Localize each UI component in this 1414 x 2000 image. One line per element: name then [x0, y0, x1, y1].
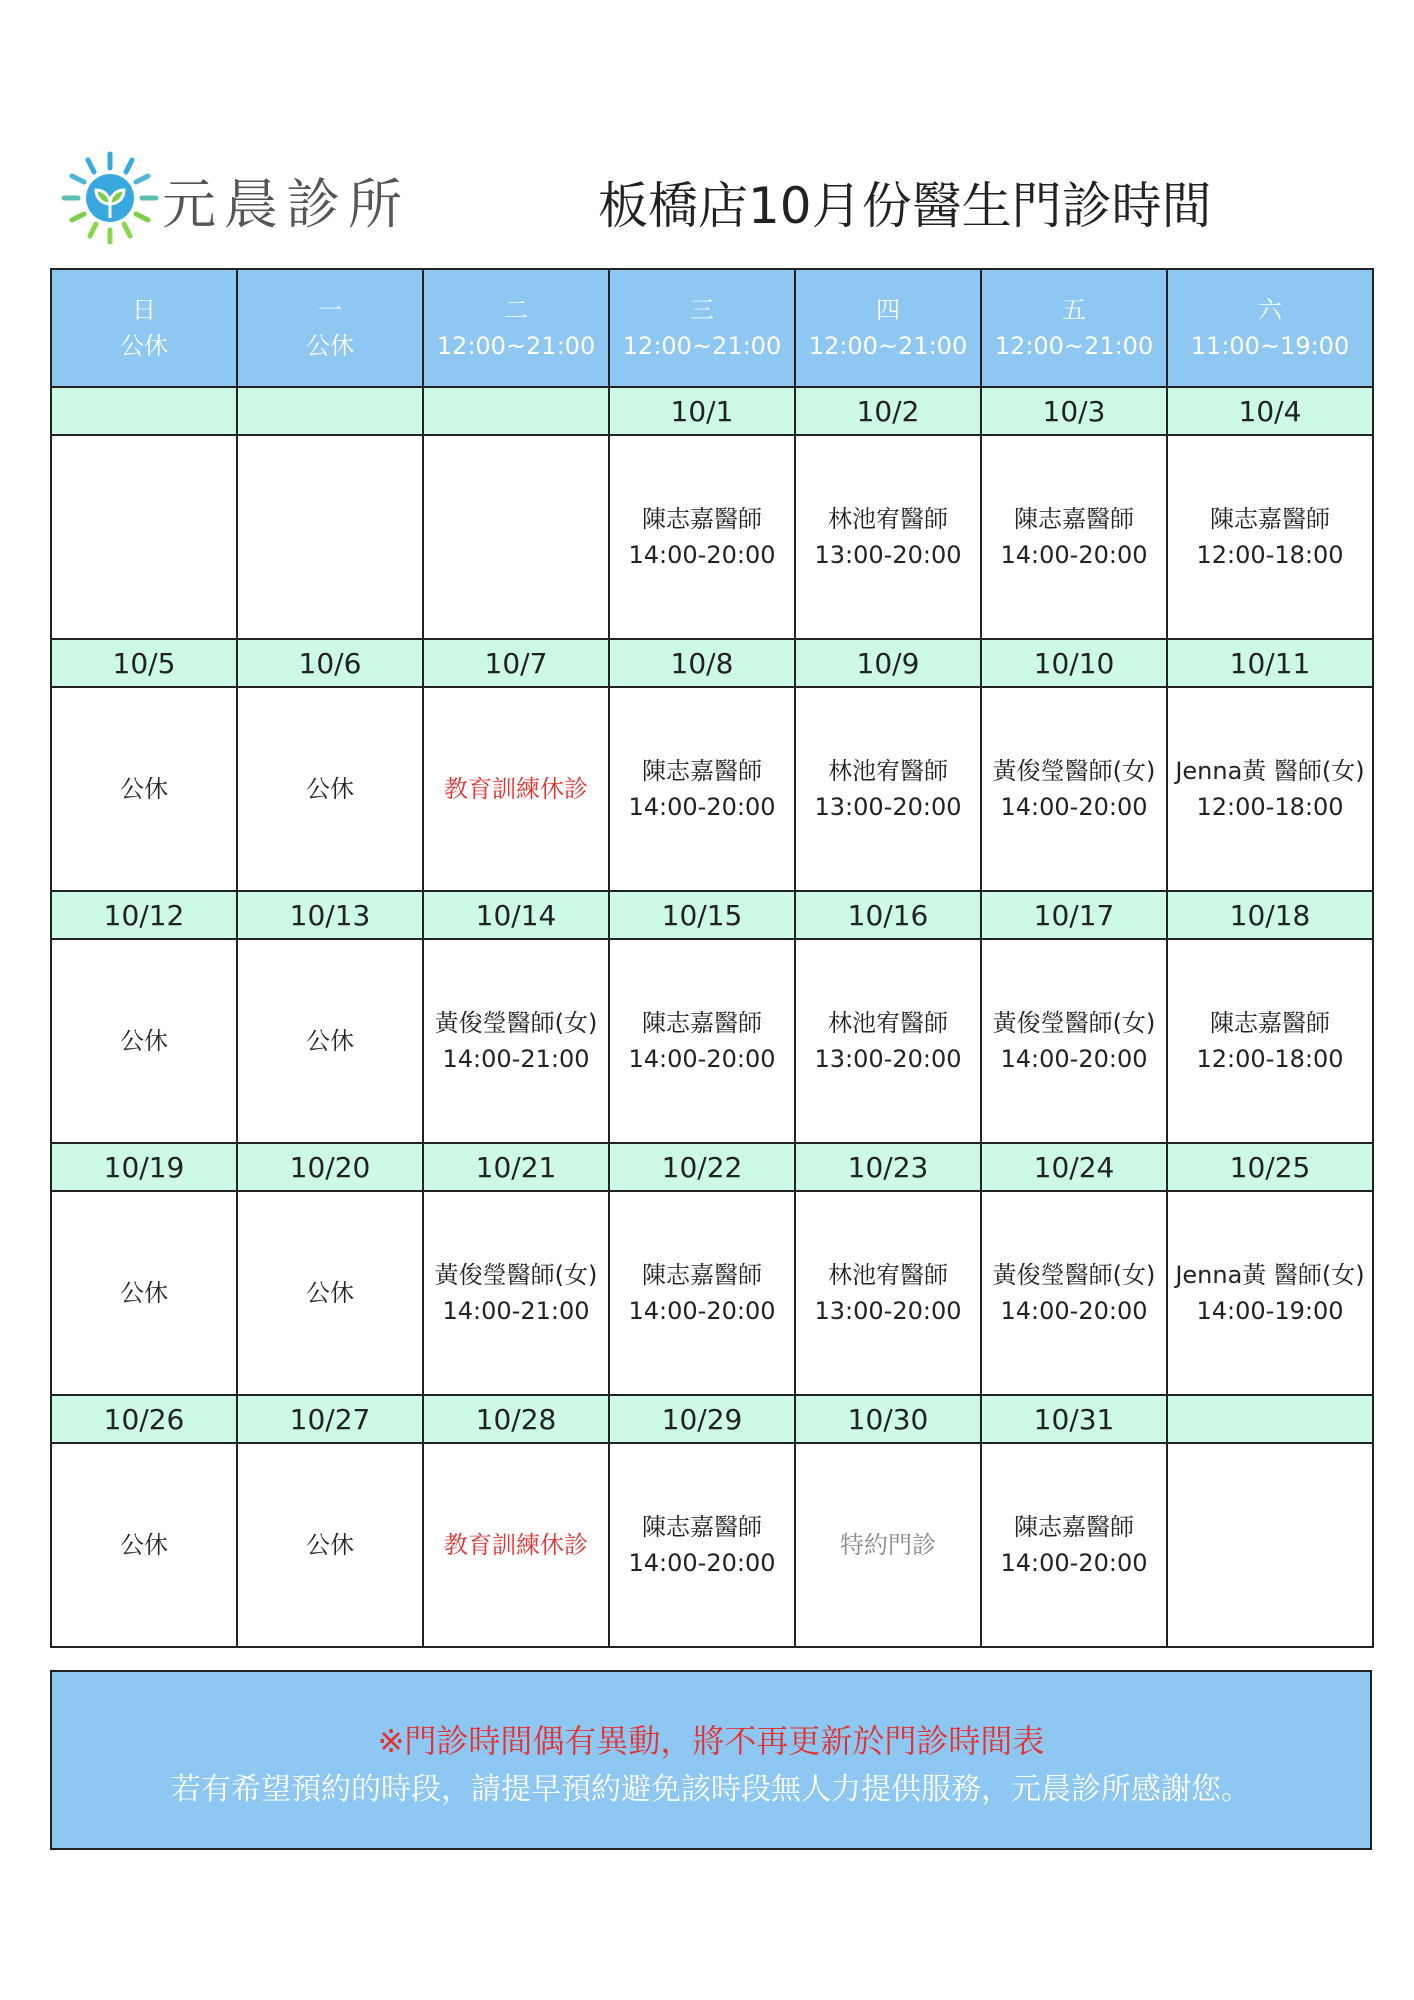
- weekday-header: 六 11:00~19:00: [1167, 269, 1373, 387]
- doctor-name: 公休: [306, 1027, 354, 1055]
- doctor-name: 黃俊瑩醫師(女): [434, 1009, 598, 1037]
- date-cell: 10/4: [1167, 387, 1373, 435]
- schedule-cell: [981, 1443, 1167, 1647]
- schedule-row: [51, 687, 1373, 891]
- schedule-cell: [51, 435, 237, 639]
- schedule-cell: [1167, 687, 1373, 891]
- schedule-cell: [423, 435, 609, 639]
- weekday-header: 四 12:00~21:00: [795, 269, 981, 387]
- date-cell: 10/30: [795, 1395, 981, 1443]
- doctor-name: 公休: [120, 1027, 168, 1055]
- schedule-cell: [795, 1443, 981, 1647]
- date-cell: 10/12: [51, 891, 237, 939]
- date-cell: 10/2: [795, 387, 981, 435]
- date-cell: [237, 387, 423, 435]
- schedule-cell: [423, 939, 609, 1143]
- doctor-name: 公休: [120, 1279, 168, 1307]
- schedule-cell: [981, 1191, 1167, 1395]
- date-cell: 10/3: [981, 387, 1167, 435]
- doctor-name: 林池宥醫師: [828, 1009, 948, 1037]
- date-cell: 10/13: [237, 891, 423, 939]
- clinic-logo: [60, 148, 420, 248]
- date-cell: 10/27: [237, 1395, 423, 1443]
- weekday-header-row: [51, 269, 1373, 387]
- doctor-name: 陳志嘉醫師: [642, 1261, 762, 1289]
- doctor-name: Jenna黃 醫師(女): [1175, 1261, 1365, 1289]
- doctor-name: 陳志嘉醫師: [1210, 505, 1330, 533]
- schedule-cell: [51, 687, 237, 891]
- date-cell: 10/23: [795, 1143, 981, 1191]
- schedule-cell: [795, 687, 981, 891]
- schedule-cell: [51, 1443, 237, 1647]
- date-cell: 10/7: [423, 639, 609, 687]
- doctor-name: 黃俊瑩醫師(女): [434, 1261, 598, 1289]
- schedule-cell: [423, 1443, 609, 1647]
- schedule-cell: [609, 939, 795, 1143]
- logo-text: 元晨診所: [162, 173, 410, 236]
- date-cell: 10/8: [609, 639, 795, 687]
- clinic-hours: 14:00-20:00: [628, 1297, 776, 1325]
- schedule-cell: [1167, 939, 1373, 1143]
- date-cell: 10/24: [981, 1143, 1167, 1191]
- date-cell: [51, 387, 237, 435]
- clinic-hours: 14:00-20:00: [628, 1045, 776, 1073]
- schedule-cell: [609, 435, 795, 639]
- sun-sprout-icon: [60, 148, 160, 248]
- schedule-cell: [237, 939, 423, 1143]
- date-cell: 10/28: [423, 1395, 609, 1443]
- schedule-cell: [609, 1191, 795, 1395]
- clinic-hours: 12:00-18:00: [1196, 541, 1344, 569]
- schedule-cell: [795, 1191, 981, 1395]
- date-cell: 10/17: [981, 891, 1167, 939]
- schedule-cell: [237, 1443, 423, 1647]
- date-cell: 10/5: [51, 639, 237, 687]
- weekday-header: 二 12:00~21:00: [423, 269, 609, 387]
- clinic-hours: 12:00-18:00: [1196, 1045, 1344, 1073]
- clinic-hours: 13:00-20:00: [814, 1045, 962, 1073]
- date-cell: [423, 387, 609, 435]
- doctor-name: 公休: [120, 775, 168, 803]
- date-row: [51, 387, 1373, 435]
- clinic-hours: 13:00-20:00: [814, 1297, 962, 1325]
- date-cell: 10/21: [423, 1143, 609, 1191]
- schedule-cell: [609, 1443, 795, 1647]
- clinic-hours: 14:00-20:00: [1000, 541, 1148, 569]
- doctor-name: 黃俊瑩醫師(女): [992, 757, 1156, 785]
- date-row: [51, 639, 1373, 687]
- date-row: [51, 891, 1373, 939]
- clinic-hours: 14:00-20:00: [628, 793, 776, 821]
- page-title: 板橋店10月份醫生門診時間: [598, 177, 1212, 235]
- schedule-cell: [51, 1191, 237, 1395]
- schedule-table: [50, 268, 1374, 1648]
- date-cell: 10/9: [795, 639, 981, 687]
- doctor-name: 黃俊瑩醫師(女): [992, 1261, 1156, 1289]
- clinic-hours: 14:00-20:00: [1000, 1549, 1148, 1577]
- schedule-cell: [1167, 1191, 1373, 1395]
- doctor-name: 陳志嘉醫師: [1014, 505, 1134, 533]
- schedule-row: [51, 1443, 1373, 1647]
- date-cell: 10/15: [609, 891, 795, 939]
- date-cell: 10/1: [609, 387, 795, 435]
- doctor-name: 公休: [306, 1279, 354, 1307]
- doctor-name: 陳志嘉醫師: [642, 1513, 762, 1541]
- schedule-row: [51, 939, 1373, 1143]
- doctor-name: 陳志嘉醫師: [642, 1009, 762, 1037]
- clinic-hours: 14:00-20:00: [628, 541, 776, 569]
- doctor-name: 公休: [120, 1531, 168, 1559]
- doctor-name: 公休: [306, 1531, 354, 1559]
- clinic-hours: 12:00-18:00: [1196, 793, 1344, 821]
- doctor-name: 林池宥醫師: [828, 757, 948, 785]
- doctor-name: 林池宥醫師: [828, 505, 948, 533]
- schedule-cell: [237, 687, 423, 891]
- date-cell: 10/26: [51, 1395, 237, 1443]
- notice-warning: ※門診時間偶有異動，將不再更新於門診時間表: [377, 1722, 1045, 1760]
- clinic-hours: 14:00-20:00: [1000, 793, 1148, 821]
- clinic-hours: 13:00-20:00: [814, 541, 962, 569]
- schedule-row: [51, 1191, 1373, 1395]
- clinic-hours: 14:00-21:00: [442, 1045, 590, 1073]
- clinic-hours: 14:00-21:00: [442, 1297, 590, 1325]
- clinic-hours: 14:00-20:00: [1000, 1297, 1148, 1325]
- schedule-cell: [795, 939, 981, 1143]
- date-cell: 10/19: [51, 1143, 237, 1191]
- doctor-name: 陳志嘉醫師: [642, 505, 762, 533]
- weekday-header: 一 公休: [237, 269, 423, 387]
- date-cell: 10/20: [237, 1143, 423, 1191]
- date-cell: 10/11: [1167, 639, 1373, 687]
- schedule-row: [51, 435, 1373, 639]
- schedule-cell: [51, 939, 237, 1143]
- schedule-cell: [1167, 1443, 1373, 1647]
- schedule-cell: [981, 687, 1167, 891]
- clinic-hours: 13:00-20:00: [814, 793, 962, 821]
- date-cell: [1167, 1395, 1373, 1443]
- schedule-cell: [1167, 435, 1373, 639]
- doctor-name: 特約門診: [840, 1531, 936, 1559]
- schedule-cell: [423, 687, 609, 891]
- doctor-name: 教育訓練休診: [444, 1531, 588, 1559]
- weekday-header: 日 公休: [51, 269, 237, 387]
- weekday-header: 五 12:00~21:00: [981, 269, 1167, 387]
- clinic-hours: 14:00-19:00: [1196, 1297, 1344, 1325]
- schedule-cell: [609, 687, 795, 891]
- schedule-cell: [237, 435, 423, 639]
- doctor-name: 陳志嘉醫師: [642, 757, 762, 785]
- date-cell: 10/25: [1167, 1143, 1373, 1191]
- doctor-name: 公休: [306, 775, 354, 803]
- clinic-hours: 14:00-20:00: [1000, 1045, 1148, 1073]
- notice-info: 若有希望預約的時段，請提早預約避免該時段無人力提供服務，元晨診所感謝您。: [171, 1772, 1251, 1807]
- date-row: [51, 1395, 1373, 1443]
- schedule-cell: [237, 1191, 423, 1395]
- date-cell: 10/18: [1167, 891, 1373, 939]
- schedule-cell: [981, 435, 1167, 639]
- schedule-cell: [423, 1191, 609, 1395]
- date-cell: 10/14: [423, 891, 609, 939]
- date-cell: 10/6: [237, 639, 423, 687]
- date-cell: 10/10: [981, 639, 1167, 687]
- weekday-header: 三 12:00~21:00: [609, 269, 795, 387]
- doctor-name: 陳志嘉醫師: [1014, 1513, 1134, 1541]
- date-cell: 10/16: [795, 891, 981, 939]
- date-cell: 10/29: [609, 1395, 795, 1443]
- doctor-name: 林池宥醫師: [828, 1261, 948, 1289]
- doctor-name: 陳志嘉醫師: [1210, 1009, 1330, 1037]
- date-row: [51, 1143, 1373, 1191]
- date-cell: 10/22: [609, 1143, 795, 1191]
- schedule-cell: [795, 435, 981, 639]
- doctor-name: 黃俊瑩醫師(女): [992, 1009, 1156, 1037]
- clinic-hours: 14:00-20:00: [628, 1549, 776, 1577]
- notice-box: [50, 1670, 1372, 1850]
- schedule-cell: [981, 939, 1167, 1143]
- date-cell: 10/31: [981, 1395, 1167, 1443]
- doctor-name: Jenna黃 醫師(女): [1175, 757, 1365, 785]
- doctor-name: 教育訓練休診: [444, 775, 588, 803]
